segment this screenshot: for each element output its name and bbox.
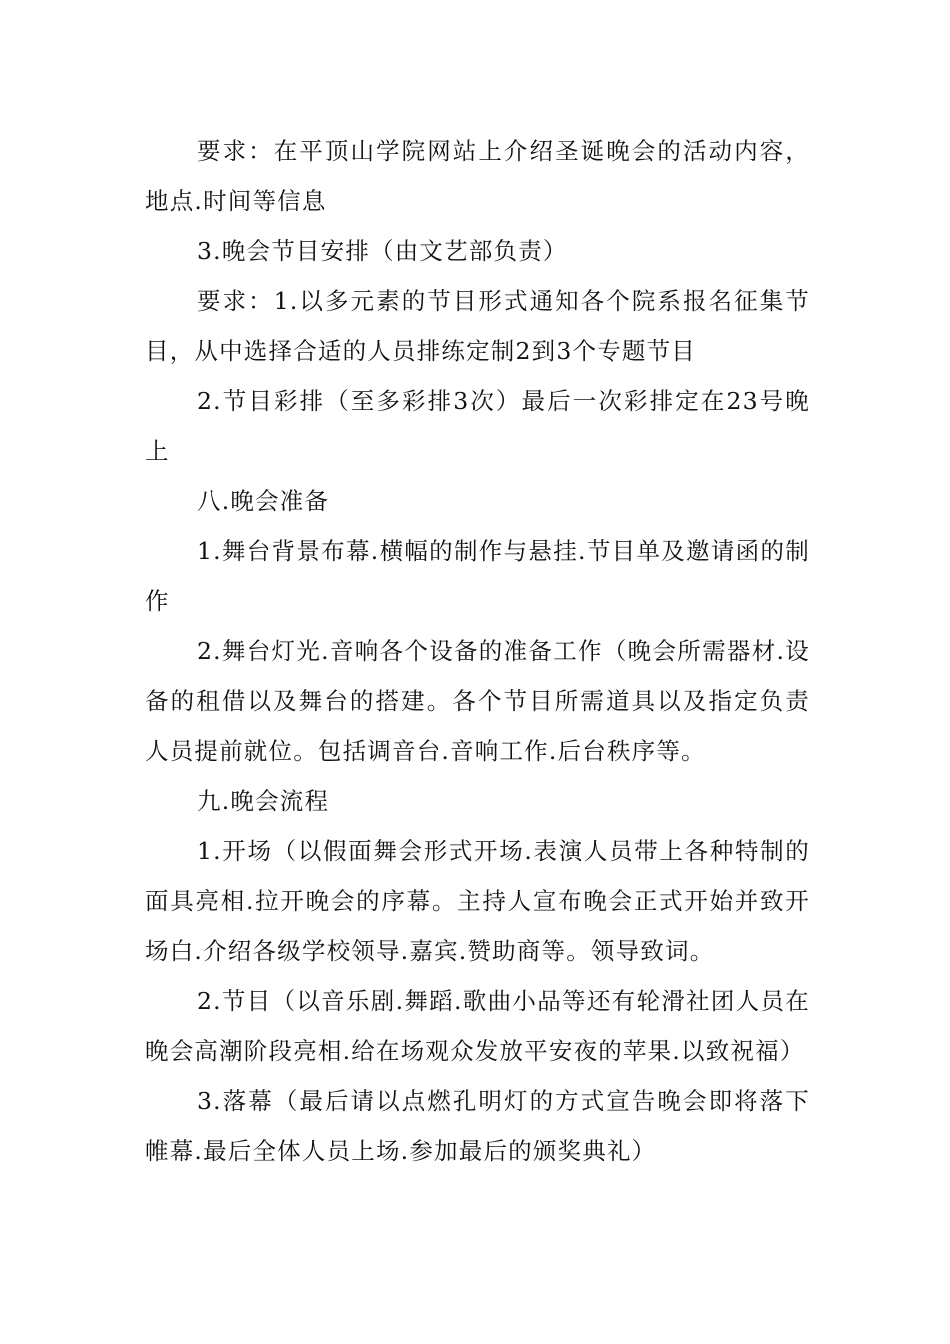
section-heading-process: 九.晚会流程 — [197, 787, 330, 815]
paragraph-requirement-website: 要求：在平顶山学院网站上介绍圣诞晚会的活动内容，地点.时间等信息 — [145, 137, 810, 215]
document-page — [145, 126, 810, 1176]
paragraph-program-arrangement: 3.晚会节目安排（由文艺部负责） — [197, 237, 568, 265]
paragraph-stage-backdrop: 1.舞台背景布幕.横幅的制作与悬挂.节目单及邀请函的制作 — [145, 537, 810, 615]
section-heading-preparation: 八.晚会准备 — [197, 487, 330, 515]
paragraph-programs: 2.节目（以音乐剧.舞蹈.歌曲小品等还有轮滑社团人员在晚会高潮阶段亮相.给在场观众发放平安夜的苹果.以致祝福） — [145, 987, 810, 1065]
paragraph-requirement-programs: 要求：1.以多元素的节目形式通知各个院系报名征集节目，从中选择合适的人员排练定制2到3个专题节目 — [145, 287, 810, 365]
paragraph-lighting-sound: 2.舞台灯光.音响各个设备的准备工作（晚会所需器材.设备的租借以及舞台的搭建。各个节目所需道具以及指定负责人员提前就位。包括调音台.音响工作.后台秩序等。 — [145, 637, 810, 765]
paragraph-opening: 1.开场（以假面舞会形式开场.表演人员带上各种特制的面具亮相.拉开晚会的序幕。主持人宣布晚会正式开始并致开场白.介绍各级学校领导.嘉宾.赞助商等。领导致词。 — [145, 837, 810, 965]
paragraph-closing: 3.落幕（最后请以点燃孔明灯的方式宣告晚会即将落下帷幕.最后全体人员上场.参加最后的颁奖典礼） — [145, 1087, 810, 1165]
paragraph-rehearsal: 2.节目彩排（至多彩排3次）最后一次彩排定在23号晚上 — [145, 387, 810, 465]
